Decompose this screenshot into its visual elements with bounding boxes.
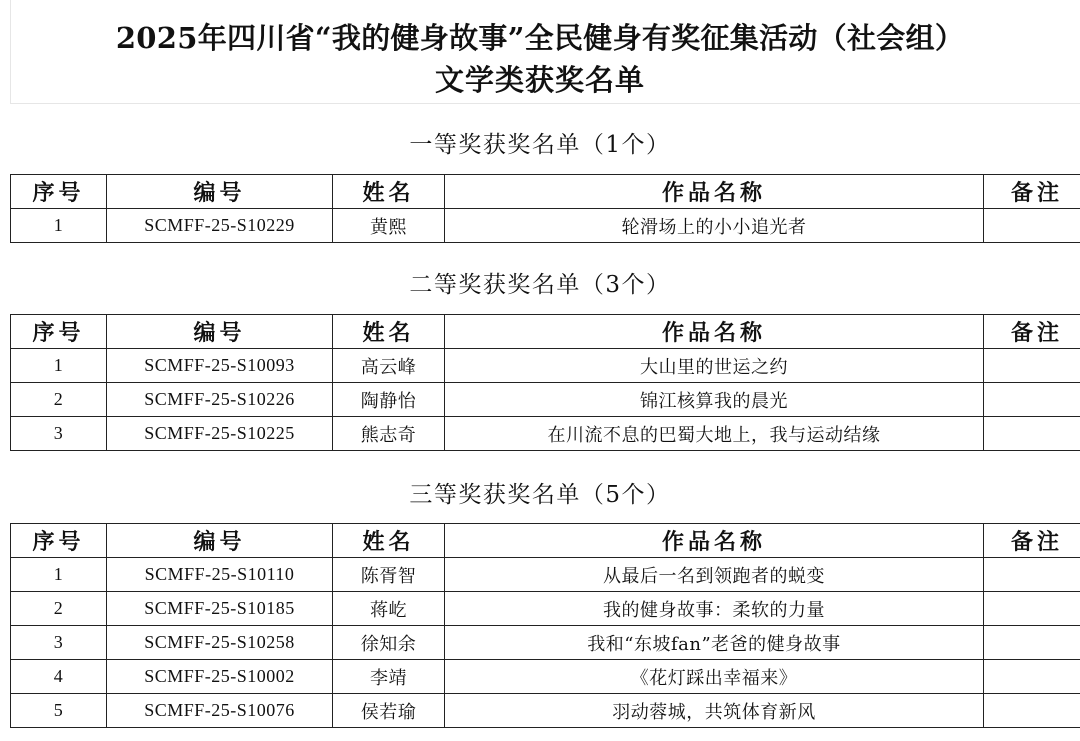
cell-index: 3 — [11, 417, 107, 451]
column-header-code: 编号 — [107, 524, 333, 558]
cell-code: SCMFF-25-S10002 — [107, 660, 333, 694]
cell-work: 大山里的世运之约 — [445, 349, 984, 383]
second-prize-table — [10, 314, 1080, 451]
cell-work: 在川流不息的巴蜀大地上，我与运动结缘 — [445, 417, 984, 451]
table-row — [11, 558, 1080, 592]
cell-note — [984, 383, 1080, 417]
table-row — [11, 417, 1080, 451]
table-row — [11, 349, 1080, 383]
table-row — [11, 209, 1080, 243]
cell-work: 我和“东坡fan”老爸的健身故事 — [445, 626, 984, 660]
cell-index: 1 — [11, 558, 107, 592]
column-header-name: 姓名 — [333, 524, 445, 558]
section-title-first-prize: 一等奖获奖名单（1个） — [409, 132, 671, 158]
cell-work: 《花灯踩出幸福来》 — [445, 660, 984, 694]
document-subtitle: 文学类获奖名单 — [434, 63, 645, 97]
section-title-second-prize: 二等奖获奖名单（3个） — [409, 272, 671, 298]
table-row — [11, 592, 1080, 626]
column-header-index: 序号 — [11, 315, 107, 349]
cell-note — [984, 558, 1080, 592]
column-header-work: 作品名称 — [445, 175, 984, 209]
table-row — [11, 383, 1080, 417]
cell-code: SCMFF-25-S10185 — [107, 592, 333, 626]
column-header-index: 序号 — [11, 175, 107, 209]
cell-index: 4 — [11, 660, 107, 694]
cell-index: 1 — [11, 209, 107, 243]
column-header-code: 编号 — [107, 315, 333, 349]
cell-index: 2 — [11, 383, 107, 417]
document-title: 2025年四川省“我的健身故事”全民健身有奖征集活动（社会组） — [115, 21, 965, 55]
column-header-work: 作品名称 — [445, 524, 984, 558]
cell-work: 锦江核算我的晨光 — [445, 383, 984, 417]
cell-code: SCMFF-25-S10110 — [107, 558, 333, 592]
cell-name: 侯若瑜 — [333, 694, 445, 728]
cell-index: 2 — [11, 592, 107, 626]
table-header-row — [11, 315, 1080, 349]
third-prize-table — [10, 523, 1080, 728]
cell-work: 我的健身故事：柔软的力量 — [445, 592, 984, 626]
cell-code: SCMFF-25-S10093 — [107, 349, 333, 383]
cell-code: SCMFF-25-S10226 — [107, 383, 333, 417]
column-header-note: 备注 — [984, 524, 1080, 558]
cell-code: SCMFF-25-S10258 — [107, 626, 333, 660]
cell-name: 蒋屹 — [333, 592, 445, 626]
cell-name: 高云峰 — [333, 349, 445, 383]
cell-name: 徐知余 — [333, 626, 445, 660]
cell-note — [984, 694, 1080, 728]
column-header-code: 编号 — [107, 175, 333, 209]
cell-code: SCMFF-25-S10225 — [107, 417, 333, 451]
cell-name: 黄熙 — [333, 209, 445, 243]
cell-name: 陈胥智 — [333, 558, 445, 592]
column-header-name: 姓名 — [333, 175, 445, 209]
cell-note — [984, 417, 1080, 451]
cell-name: 熊志奇 — [333, 417, 445, 451]
table-row — [11, 660, 1080, 694]
cell-code: SCMFF-25-S10076 — [107, 694, 333, 728]
table-header-row — [11, 175, 1080, 209]
cell-note — [984, 209, 1080, 243]
table-row — [11, 694, 1080, 728]
cell-index: 3 — [11, 626, 107, 660]
cell-work: 羽动蓉城，共筑体育新风 — [445, 694, 984, 728]
cell-note — [984, 660, 1080, 694]
cell-index: 1 — [11, 349, 107, 383]
section-title-third-prize: 三等奖获奖名单（5个） — [409, 482, 671, 508]
cell-work: 轮滑场上的小小追光者 — [445, 209, 984, 243]
column-header-index: 序号 — [11, 524, 107, 558]
cell-name: 李靖 — [333, 660, 445, 694]
cell-name: 陶静怡 — [333, 383, 445, 417]
column-header-name: 姓名 — [333, 315, 445, 349]
table-header-row — [11, 524, 1080, 558]
cell-work: 从最后一名到领跑者的蜕变 — [445, 558, 984, 592]
cell-note — [984, 349, 1080, 383]
table-row — [11, 626, 1080, 660]
column-header-note: 备注 — [984, 175, 1080, 209]
column-header-note: 备注 — [984, 315, 1080, 349]
column-header-work: 作品名称 — [445, 315, 984, 349]
cell-note — [984, 626, 1080, 660]
first-prize-table — [10, 174, 1080, 243]
cell-code: SCMFF-25-S10229 — [107, 209, 333, 243]
cell-note — [984, 592, 1080, 626]
cell-index: 5 — [11, 694, 107, 728]
